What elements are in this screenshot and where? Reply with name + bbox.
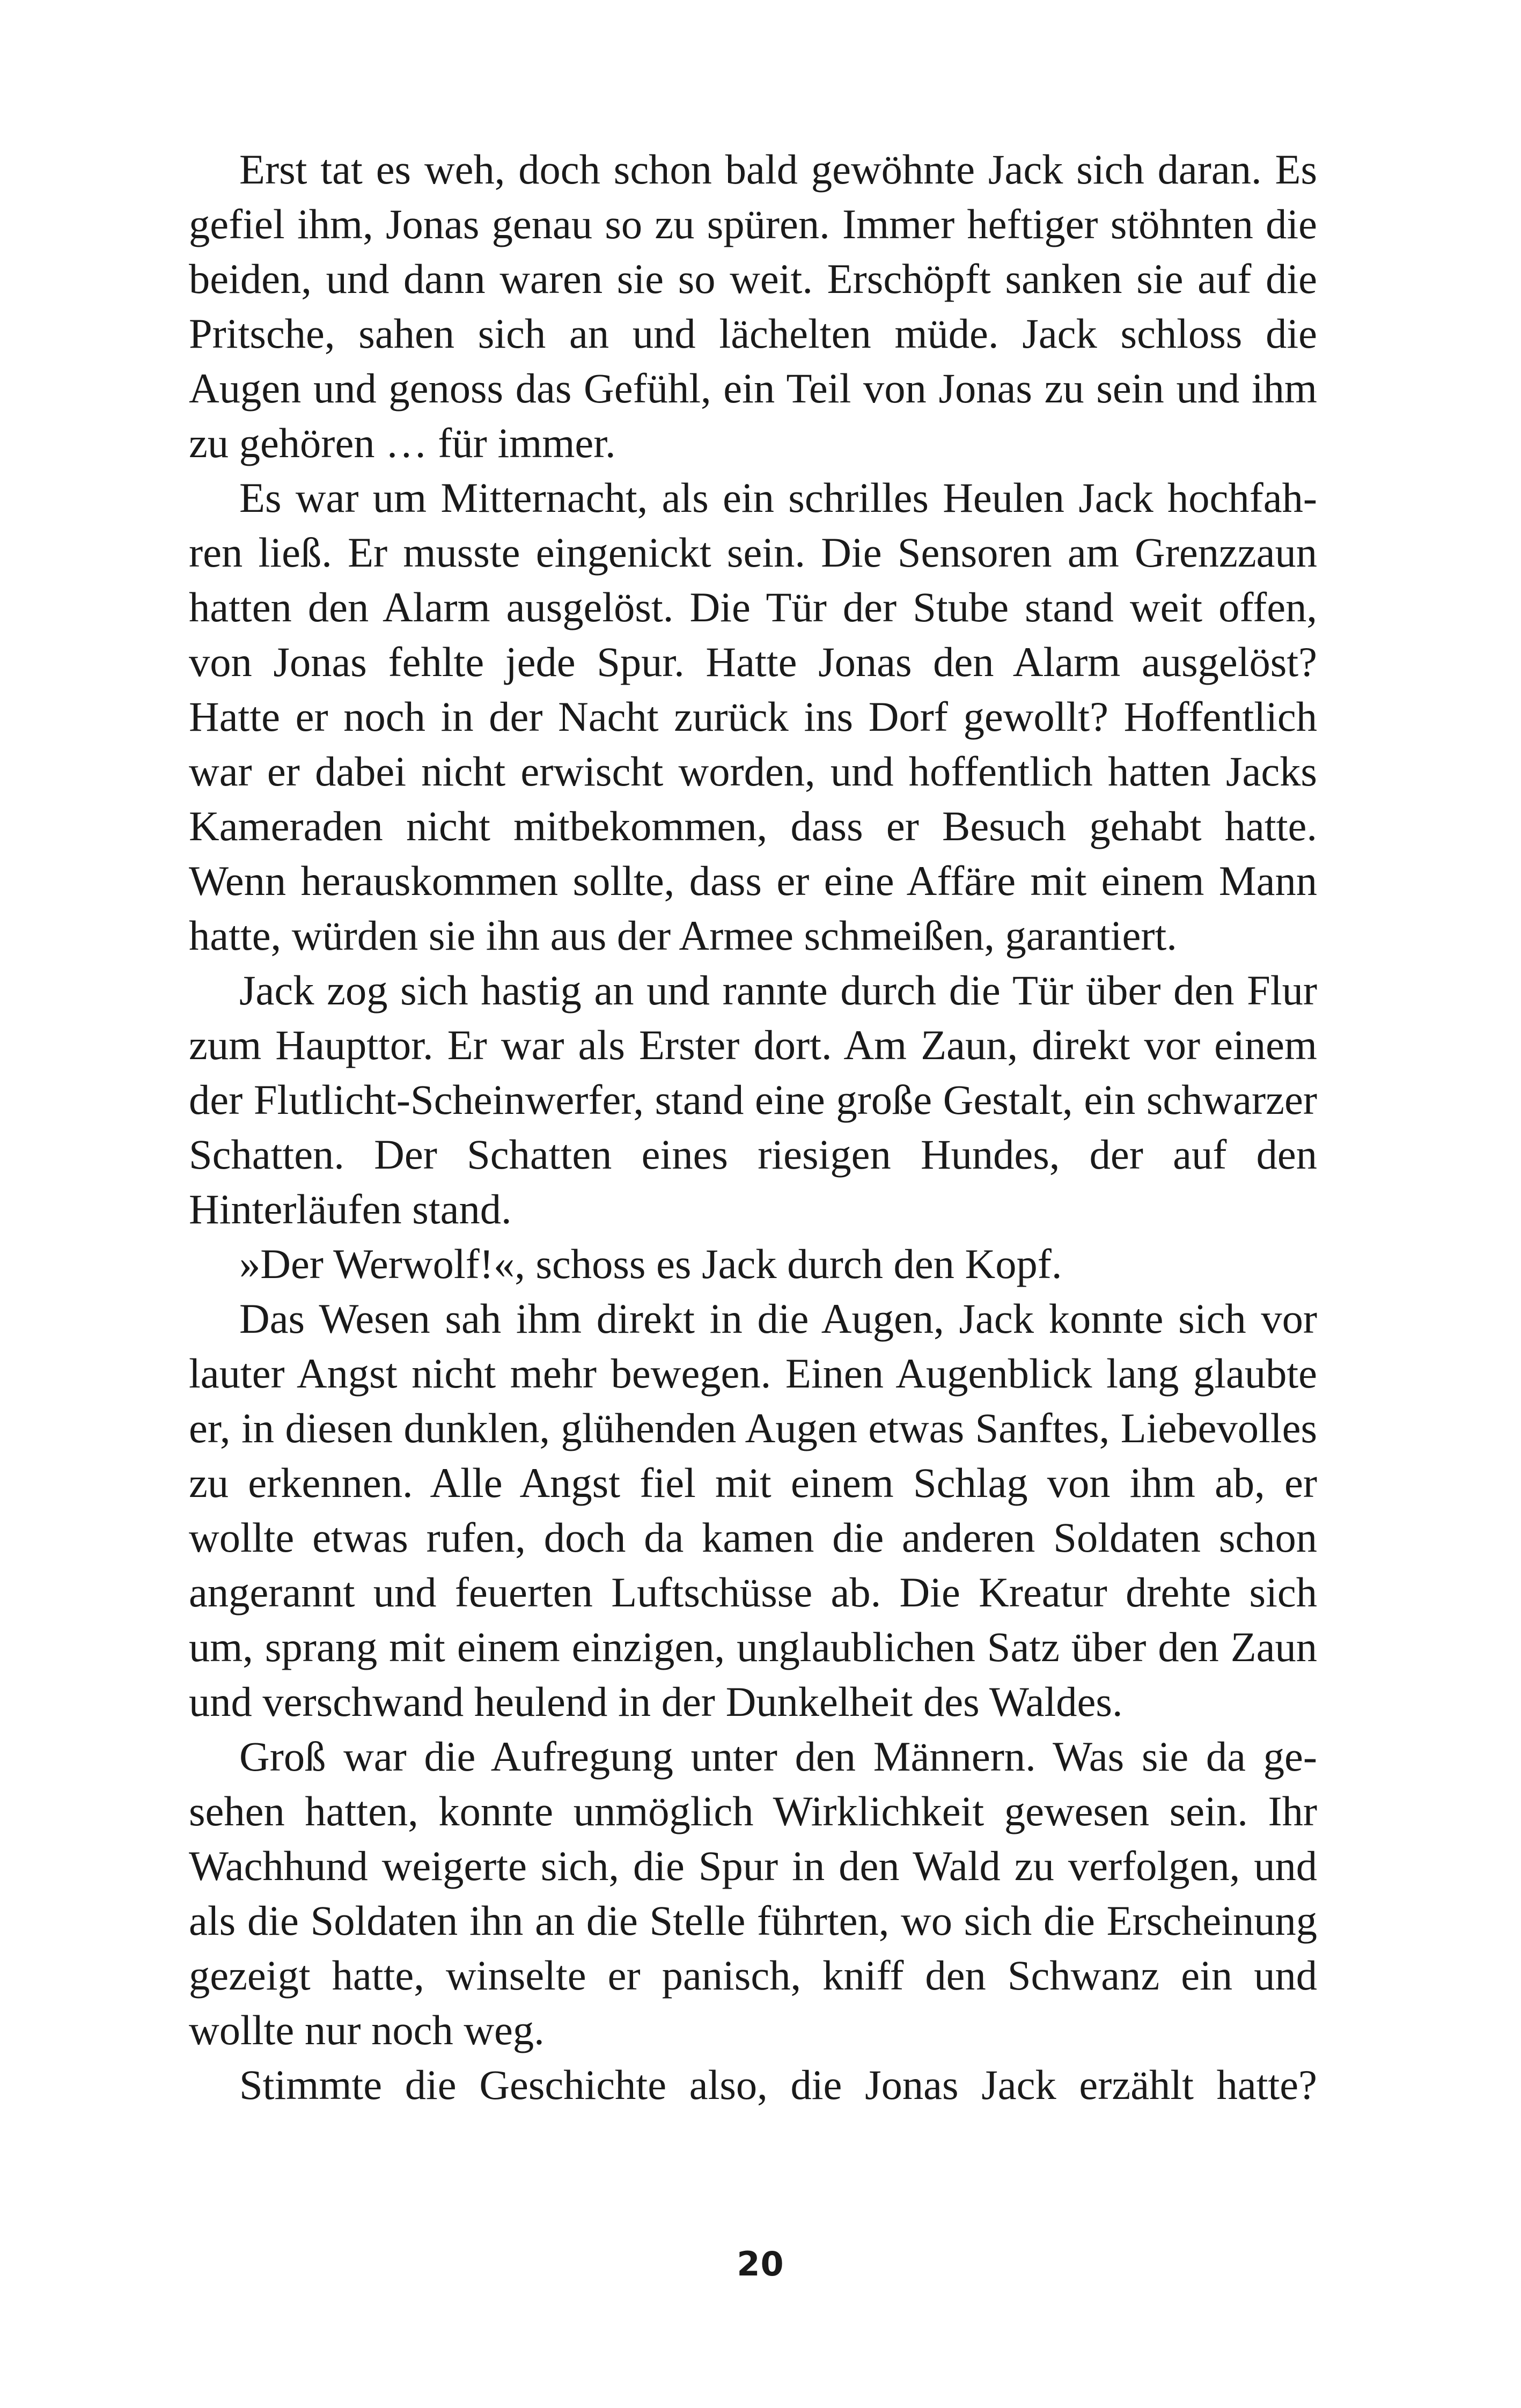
paragraph-7: Stimmte die Geschichte also, die Jonas Jack erzählt hatte? — [239, 2061, 1317, 2108]
paragraph-6: Groß war die Aufregung unter den Männern. Was sie da gesehen hatten, konnte unmöglich Wirklichkeit gewesen sein. Ihr Wachhund weigerte sich, die Spur in den Wald zu verfolgen, und als die Soldaten ihn an die Stelle führten, wo sich die Erscheinung gezeigt hatte, winselte er panisch, kniff den Schwanz ein und wollte nur noch weg. — [189, 1733, 1317, 2053]
paragraph-1: Erst tat es weh, doch schon bald gewöhnte Jack sich daran. Es gefiel ihm, Jonas genau so zu spüren. Immer heftiger stöhnten die beiden, und dann waren sie so weit. Erschöpft sanken sie auf die Pritsche, sahen sich an und lächelten müde. Jack schloss die Augen und genoss das Gefühl, ein Teil von Jonas zu sein und ihm zu gehören … für immer. — [189, 146, 1317, 466]
paragraph-4: »Der Werwolf!«, schoss es Jack durch den Kopf. — [239, 1240, 1062, 1287]
paragraph-5: Das Wesen sah ihm direkt in die Augen, Jack konnte sich vor lauter Angst nicht mehr bewegen. Einen Augenblick lang glaubte er, in diesen dunklen, glühenden Augen etwas Sanftes, Liebevolles zu erkennen. Alle Angst fiel mit einem Schlag von ihm ab, er wollte etwas rufen, doch da kamen die anderen Soldaten schon angerannt und feuerten Luftschüsse ab. Die Kreatur drehte sich um, sprang mit einem einzigen, unglaublichen Satz über den Zaun und verschwand heulend in der Dunkelheit des Waldes. — [189, 1295, 1317, 1725]
paragraph-3: Jack zog sich hastig an und rannte durch die Tür über den Flur zum Haupttor. Er war als Erster dort. Am Zaun, direkt vor einem der Flutlicht-Scheinwerfer, stand eine große Gestalt, ein schwarzer Schatten. Der Schatten eines riesigen Hundes, der auf den Hinterläufen stand. — [189, 967, 1317, 1232]
body-text — [189, 142, 1317, 2112]
page-number: 20 — [737, 2244, 784, 2284]
paragraph-2: Es war um Mitternacht, als ein schrilles Heulen Jack hochfahren ließ. Er musste eingenickt sein. Die Sensoren am Grenzzaun hatten den Alarm ausgelöst. Die Tür der Stube stand weit offen, von Jonas fehlte jede Spur. Hatte Jonas den Alarm ausgelöst? Hatte er noch in der Nacht zurück ins Dorf gewollt? Hoffentlich war er dabei nicht erwischt worden, und hoffentlich hatten Jacks Kameraden nicht mitbekommen, dass er Besuch gehabt hatte. Wenn herauskommen sollte, dass er eine Affäre mit einem Mann hatte, würden sie ihn aus der Armee schmeißen, garantiert. — [189, 474, 1317, 959]
